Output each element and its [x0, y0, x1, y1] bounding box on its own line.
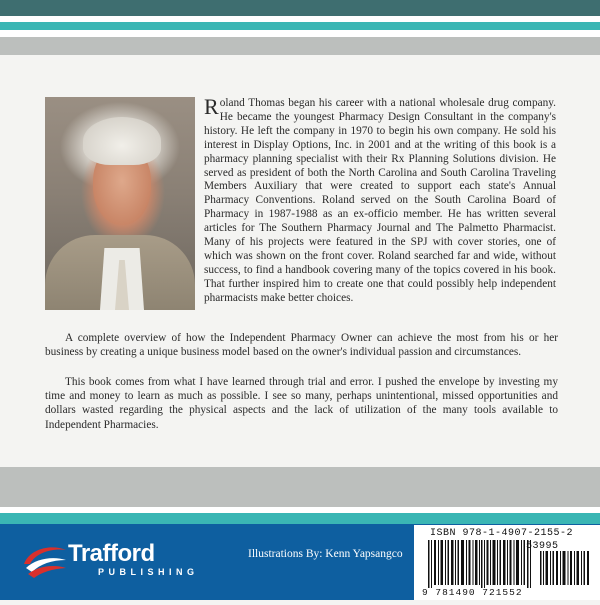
- author-bio-text: oland Thomas began his career with a national wholesale drug company. He became the youngest Pharmacy Design Consultant in the company's history. He left the company in 1970 to begin his own company. He sold his interest in Display Options, Inc. in 2001 and at the writing of this book is a pharmacy planning specialist with their Rx Planning Solutions division. He served as president of both the North Carolina and South Carolina Traveling Members Auxiliary that were created to support each state's Annual Pharmacy Conventions. Roland served on the South Carolina Board of Pharmacy in 1987-1988 as an ex-officio member. He has written several articles for The Southern Pharmacy Journal and The Palmetto Pharmacist. Many of his projects were featured in the SPJ with cover stories, one of which was shown on the front cover. Roland searched far and wide, without success, to find a handbook covering many of the topics covered in his book. That further inspired him to create one that could possibly help independent pharmacists make better choices.: [204, 97, 556, 304]
- author-bio-dropcap: R: [204, 94, 219, 119]
- book-origin-paragraph: This book comes from what I have learned through trial and error. I pushed the envelope by investing my time and money to learn as much as possible. I see so many, perhaps unintentional, missed opportunities and dollars wasted regarding the physical aspects and the lack of utilization of the many tools available to Independent Pharmacies.: [45, 376, 558, 431]
- author-photo-hair: [83, 117, 161, 165]
- bottom-band-gray: [0, 467, 600, 507]
- top-band-teal: [0, 22, 600, 30]
- top-band-dark: [0, 0, 600, 16]
- bottom-band-teal: [0, 513, 600, 524]
- barcode-price-code: 53995: [526, 541, 559, 552]
- publisher-logo: [22, 540, 199, 584]
- publisher-tagline: PUBLISHING: [98, 567, 199, 577]
- barcode-number: 9 781490 721552: [422, 587, 523, 598]
- isbn-label: ISBN 978-1-4907-2155-2: [430, 528, 574, 539]
- publisher-name: Trafford: [68, 540, 155, 567]
- illustrations-credit: Illustrations By: Kenn Yapsangco: [248, 548, 403, 560]
- book-overview-paragraph: A complete overview of how the Independent Pharmacy Owner can achieve the most from his or her business by creating a unique business model based on the owner's individual passion and circumstances.: [45, 332, 558, 359]
- top-band-stripe: [0, 30, 600, 37]
- author-photo: [45, 97, 195, 310]
- publisher-emblem-icon: [22, 542, 68, 582]
- top-band-gray: [0, 37, 600, 55]
- author-bio: [204, 94, 556, 306]
